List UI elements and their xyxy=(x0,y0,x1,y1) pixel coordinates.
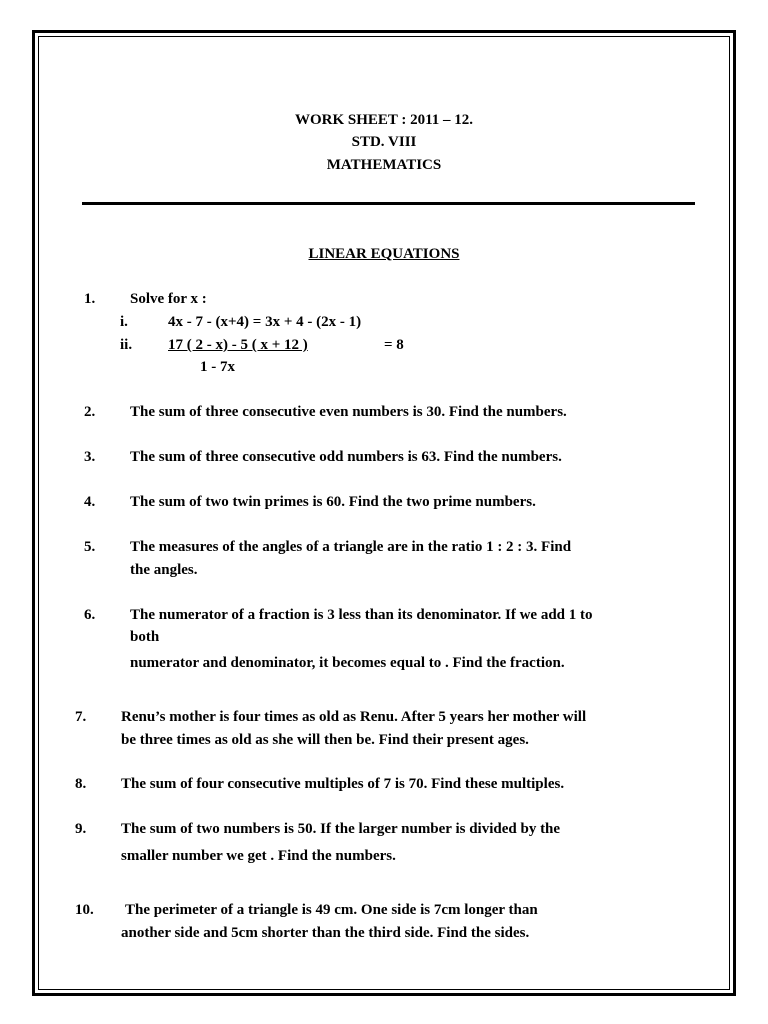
q7-number: 7. xyxy=(75,709,87,725)
q9-number: 9. xyxy=(75,821,87,837)
q3-text: The sum of three consecutive odd numbers is 63. Find the numbers. xyxy=(130,449,562,465)
q10-number: 10. xyxy=(75,902,94,918)
header-subject: MATHEMATICS xyxy=(326,157,442,173)
section-title: LINEAR EQUATIONS xyxy=(308,246,460,262)
q6-number: 6. xyxy=(84,607,96,623)
q1-i-equation: 4x - 7 - (x+4) = 3x + 4 - (2x - 1) xyxy=(168,314,362,330)
q5-text-line1: The measures of the angles of a triangle are in the ratio 1 : 2 : 3. Find xyxy=(130,539,572,555)
q4-text: The sum of two twin primes is 60. Find the two prime numbers. xyxy=(130,494,536,510)
q1-ii-number: ii. xyxy=(120,337,133,353)
q2-text: The sum of three consecutive even numbers is 30. Find the numbers. xyxy=(130,404,567,420)
q10-text-line2: another side and 5cm shorter than the third side. Find the sides. xyxy=(121,925,530,941)
q3-number: 3. xyxy=(84,449,96,465)
header-title: WORK SHEET : 2011 – 12. xyxy=(294,112,474,128)
q10-text-line1: The perimeter of a triangle is 49 cm. One side is 7cm longer than xyxy=(125,902,538,918)
q5-number: 5. xyxy=(84,539,96,555)
q8-number: 8. xyxy=(75,776,87,792)
q7-text-line1: Renu’s mother is four times as old as Renu. After 5 years her mother will xyxy=(121,709,587,725)
q8-text: The sum of four consecutive multiples of 7 is 70. Find these multiples. xyxy=(121,776,565,792)
q5-text-line2: the angles. xyxy=(130,562,198,578)
q9-text-line2: smaller number we get . Find the numbers. xyxy=(121,848,396,864)
q6-text-line2: both xyxy=(130,629,160,645)
q1-number: 1. xyxy=(84,291,96,307)
q6-text-line1: The numerator of a fraction is 3 less than its denominator. If we add 1 to xyxy=(130,607,593,623)
q1-i-number: i. xyxy=(120,314,128,330)
q7-text-line2: be three times as old as she will then be. Find their present ages. xyxy=(121,732,529,748)
q9-text-line1: The sum of two numbers is 50. If the larger number is divided by the xyxy=(121,821,561,837)
page-border-inner xyxy=(38,36,730,990)
q6-text-line3: numerator and denominator, it becomes equal to . Find the fraction. xyxy=(130,655,565,671)
q1-text: Solve for x : xyxy=(130,291,207,307)
q1-ii-numerator: 17 ( 2 - x) - 5 ( x + 12 ) xyxy=(168,337,308,353)
q2-number: 2. xyxy=(84,404,96,420)
q4-number: 4. xyxy=(84,494,96,510)
q1-ii-equals: = 8 xyxy=(384,337,404,353)
q1-ii-denominator: 1 - 7x xyxy=(200,359,235,375)
header-divider xyxy=(82,202,695,205)
header-standard: STD. VIII xyxy=(351,134,417,150)
